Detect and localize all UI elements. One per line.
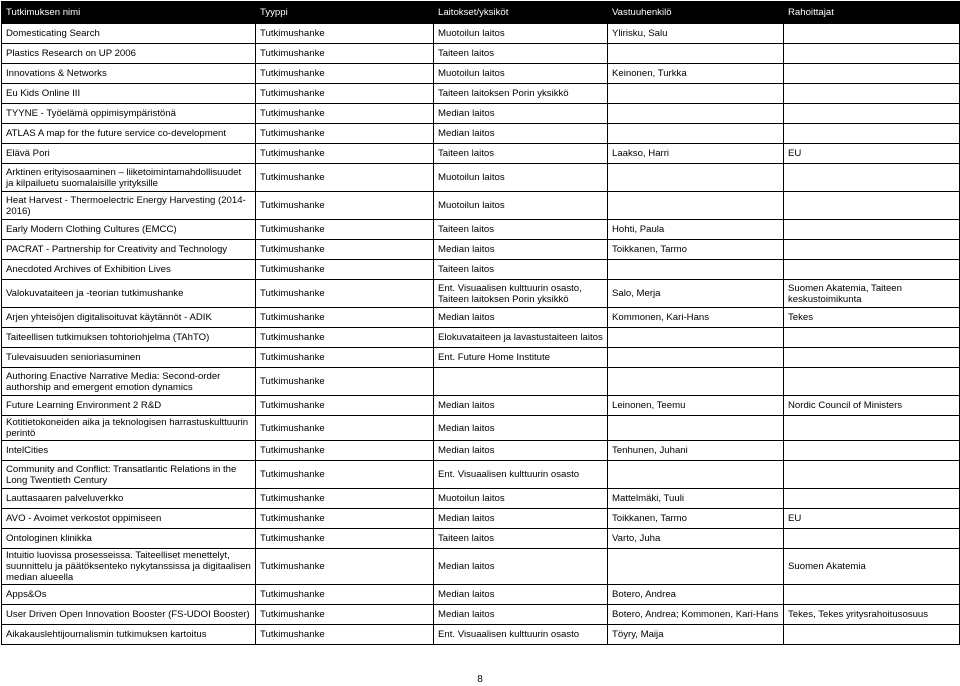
cell-name: Eu Kids Online III [2,84,256,104]
cell-name: Future Learning Environment 2 R&D [2,396,256,416]
table-header-row [2,2,960,24]
cell-units: Ent. Future Home Institute [434,348,608,368]
table-row [2,84,960,104]
cell-responsible [608,260,784,280]
cell-type: Tutkimushanke [256,509,434,529]
table-row [2,396,960,416]
cell-name: Ontologinen klinikka [2,529,256,549]
cell-name: Innovations & Networks [2,64,256,84]
cell-funders [784,441,960,461]
cell-funders [784,220,960,240]
cell-responsible [608,348,784,368]
cell-name: PACRAT - Partnership for Creativity and Technology [2,240,256,260]
cell-name: Plastics Research on UP 2006 [2,44,256,64]
table-row [2,585,960,605]
table-row [2,164,960,192]
cell-units: Taiteen laitoksen Porin yksikkö [434,84,608,104]
table-row [2,605,960,625]
cell-responsible: Toikkanen, Tarmo [608,240,784,260]
cell-funders [784,260,960,280]
column-header-responsible: Vastuuhenkilö [608,2,784,24]
cell-responsible [608,368,784,396]
cell-name: TYYNE - Työelämä oppimisympäristönä [2,104,256,124]
table-row [2,192,960,220]
cell-name: Community and Conflict: Transatlantic Relations in the Long Twentieth Century [2,461,256,489]
cell-name: Early Modern Clothing Cultures (EMCC) [2,220,256,240]
column-header-funders: Rahoittajat [784,2,960,24]
cell-name: Intuitio luovissa prosesseissa. Taiteelliset menettelyt, suunnittelu ja päätöksenteko nykytanssissa ja digitaalisen median alueella [2,549,256,585]
table-row [2,441,960,461]
cell-type: Tutkimushanke [256,348,434,368]
cell-funders: EU [784,144,960,164]
cell-type: Tutkimushanke [256,368,434,396]
cell-type: Tutkimushanke [256,529,434,549]
cell-units: Taiteen laitos [434,44,608,64]
cell-responsible [608,192,784,220]
cell-type: Tutkimushanke [256,416,434,441]
cell-name: Tulevaisuuden senioriasuminen [2,348,256,368]
cell-funders [784,44,960,64]
table-row [2,509,960,529]
cell-responsible: Laakso, Harri [608,144,784,164]
table-row [2,280,960,308]
cell-name: Aikakauslehtijournalismin tutkimuksen kartoitus [2,625,256,645]
cell-funders: Tekes, Tekes yritysrahoitusosuus [784,605,960,625]
cell-name: IntelCities [2,441,256,461]
cell-name: Heat Harvest - Thermoelectric Energy Harvesting (2014-2016) [2,192,256,220]
table-row [2,489,960,509]
cell-type: Tutkimushanke [256,24,434,44]
cell-type: Tutkimushanke [256,144,434,164]
cell-units: Ent. Visuaalisen kulttuurin osasto [434,461,608,489]
cell-type: Tutkimushanke [256,461,434,489]
cell-units [434,368,608,396]
cell-funders [784,461,960,489]
cell-units: Median laitos [434,509,608,529]
table-row [2,240,960,260]
cell-type: Tutkimushanke [256,240,434,260]
cell-name: Authoring Enactive Narrative Media: Second-order authorship and emergent emotion dynamics [2,368,256,396]
cell-responsible: Salo, Merja [608,280,784,308]
cell-responsible: Ylirisku, Salu [608,24,784,44]
cell-units: Ent. Visuaalisen kulttuurin osasto, Taiteen laitoksen Porin yksikkö [434,280,608,308]
cell-type: Tutkimushanke [256,441,434,461]
cell-type: Tutkimushanke [256,280,434,308]
cell-units: Median laitos [434,104,608,124]
cell-responsible: Mattelmäki, Tuuli [608,489,784,509]
table-row [2,348,960,368]
cell-type: Tutkimushanke [256,164,434,192]
cell-funders [784,348,960,368]
table-row [2,625,960,645]
cell-funders: EU [784,509,960,529]
cell-funders [784,328,960,348]
cell-units: Median laitos [434,396,608,416]
cell-funders [784,529,960,549]
cell-units: Median laitos [434,240,608,260]
cell-responsible [608,416,784,441]
table-row [2,328,960,348]
cell-units: Median laitos [434,124,608,144]
cell-name: Valokuvataiteen ja -teorian tutkimushanke [2,280,256,308]
cell-units: Muotoilun laitos [434,192,608,220]
cell-responsible: Töyry, Maija [608,625,784,645]
cell-responsible: Leinonen, Teemu [608,396,784,416]
cell-funders [784,104,960,124]
cell-responsible [608,124,784,144]
table-row [2,416,960,441]
cell-units: Elokuvataiteen ja lavastustaiteen laitos [434,328,608,348]
table-row [2,124,960,144]
cell-type: Tutkimushanke [256,549,434,585]
cell-name: Taiteellisen tutkimuksen tohtoriohjelma (TAhTO) [2,328,256,348]
cell-funders [784,84,960,104]
cell-type: Tutkimushanke [256,396,434,416]
cell-funders [784,585,960,605]
cell-responsible [608,461,784,489]
cell-responsible: Botero, Andrea [608,585,784,605]
table-row [2,461,960,489]
cell-name: Domesticating Search [2,24,256,44]
cell-units: Taiteen laitos [434,220,608,240]
cell-units: Taiteen laitos [434,529,608,549]
cell-funders [784,368,960,396]
column-header-units: Laitokset/yksiköt [434,2,608,24]
cell-funders [784,625,960,645]
cell-funders [784,124,960,144]
cell-funders: Tekes [784,308,960,328]
cell-type: Tutkimushanke [256,84,434,104]
table-row [2,308,960,328]
cell-type: Tutkimushanke [256,625,434,645]
cell-funders [784,416,960,441]
cell-funders [784,64,960,84]
cell-responsible [608,328,784,348]
cell-type: Tutkimushanke [256,328,434,348]
table-row [2,104,960,124]
cell-units: Taiteen laitos [434,260,608,280]
cell-funders [784,240,960,260]
cell-units: Muotoilun laitos [434,64,608,84]
cell-responsible [608,84,784,104]
cell-type: Tutkimushanke [256,44,434,64]
table-row [2,44,960,64]
cell-responsible: Varto, Juha [608,529,784,549]
cell-funders: Suomen Akatemia [784,549,960,585]
cell-type: Tutkimushanke [256,104,434,124]
cell-funders [784,164,960,192]
cell-type: Tutkimushanke [256,220,434,240]
table-row [2,144,960,164]
cell-funders: Nordic Council of Ministers [784,396,960,416]
table-row [2,24,960,44]
cell-units: Muotoilun laitos [434,24,608,44]
cell-name: Anecdoted Archives of Exhibition Lives [2,260,256,280]
cell-responsible: Keinonen, Turkka [608,64,784,84]
cell-type: Tutkimushanke [256,124,434,144]
cell-name: Kotitietokoneiden aika ja teknologisen harrastuskulttuurin perintö [2,416,256,441]
cell-name: Lauttasaaren palveluverkko [2,489,256,509]
cell-responsible: Hohti, Paula [608,220,784,240]
cell-type: Tutkimushanke [256,192,434,220]
cell-name: Arjen yhteisöjen digitalisoituvat käytännöt - ADIK [2,308,256,328]
table-row [2,549,960,585]
cell-responsible [608,104,784,124]
cell-funders: Suomen Akatemia, Taiteen keskustoimikunta [784,280,960,308]
cell-type: Tutkimushanke [256,585,434,605]
cell-name: User Driven Open Innovation Booster (FS-UDOI Booster) [2,605,256,625]
cell-units: Median laitos [434,605,608,625]
cell-responsible: Botero, Andrea; Kommonen, Kari-Hans [608,605,784,625]
cell-type: Tutkimushanke [256,64,434,84]
page-number: 8 [477,674,483,685]
cell-funders [784,489,960,509]
cell-units: Ent. Visuaalisen kulttuurin osasto [434,625,608,645]
cell-responsible [608,549,784,585]
cell-units: Median laitos [434,549,608,585]
cell-name: Arktinen erityisosaaminen – liiketoimintamahdollisuudet ja kilpailuetu suomalaisille yrityksille [2,164,256,192]
table-row [2,529,960,549]
cell-funders [784,24,960,44]
research-projects-table [1,1,960,645]
cell-units: Muotoilun laitos [434,164,608,192]
cell-type: Tutkimushanke [256,308,434,328]
cell-type: Tutkimushanke [256,489,434,509]
cell-type: Tutkimushanke [256,260,434,280]
column-header-name: Tutkimuksen nimi [2,2,256,24]
cell-units: Muotoilun laitos [434,489,608,509]
cell-units: Median laitos [434,585,608,605]
cell-name: Elävä Pori [2,144,256,164]
table-row [2,220,960,240]
column-header-type: Tyyppi [256,2,434,24]
table-row [2,64,960,84]
cell-responsible: Tenhunen, Juhani [608,441,784,461]
cell-responsible: Toikkanen, Tarmo [608,509,784,529]
cell-type: Tutkimushanke [256,605,434,625]
cell-name: Apps&Os [2,585,256,605]
table-row [2,260,960,280]
cell-funders [784,192,960,220]
cell-units: Taiteen laitos [434,144,608,164]
cell-name: ATLAS A map for the future service co-development [2,124,256,144]
cell-units: Median laitos [434,308,608,328]
cell-responsible: Kommonen, Kari-Hans [608,308,784,328]
cell-units: Median laitos [434,416,608,441]
table-row [2,368,960,396]
cell-units: Median laitos [434,441,608,461]
cell-name: AVO - Avoimet verkostot oppimiseen [2,509,256,529]
cell-responsible [608,164,784,192]
cell-responsible [608,44,784,64]
